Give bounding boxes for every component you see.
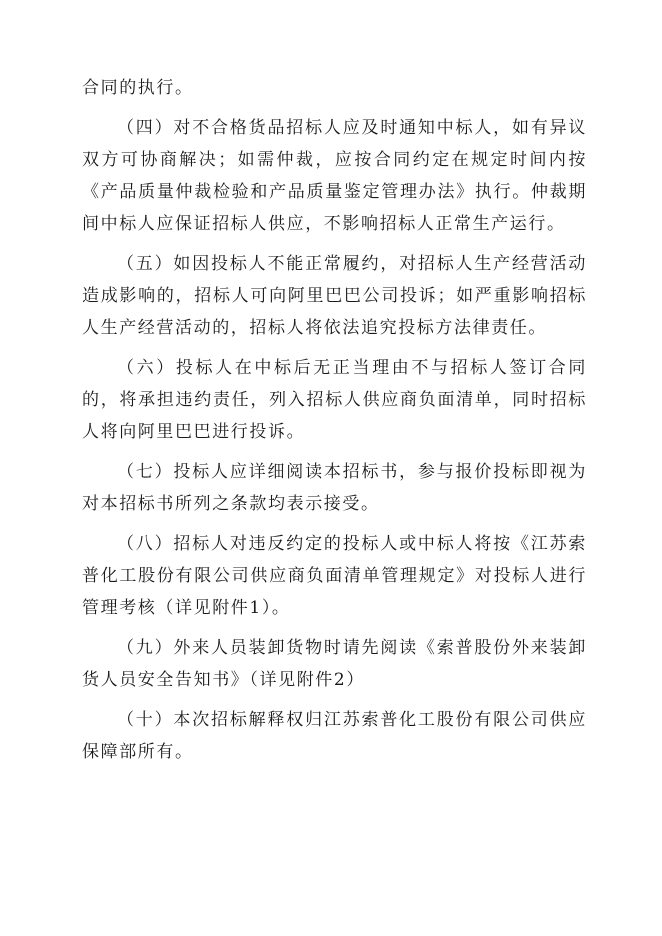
paragraph-clause-9: （九）外来人员装卸货物时请先阅读《索普股份外来装卸货人员安全告知书》（详见附件2）	[82, 638, 587, 690]
paragraph-clause-4: （四）对不合格货品招标人应及时通知中标人，如有异议双方可协商解决；如需仲裁，应按合同约定在规定时间内按《产品质量仲裁检验和产品质量鉴定管理办法》执行。仲裁期间中标人应保证招标人供应，不影响招标人正常生产运行。	[82, 118, 587, 234]
paragraph-continuation: 合同的执行。	[82, 78, 194, 98]
paragraph-clause-6: （六）投标人在中标后无正当理由不与招标人签订合同的，将承担违约责任，列入招标人供应商负面清单，同时招标人将向阿里巴巴进行投诉。	[82, 358, 587, 442]
paragraph-clause-10: （十）本次招标解释权归江苏索普化工股份有限公司供应保障部所有。	[82, 710, 587, 762]
paragraph-clause-5: （五）如因投标人不能正常履约，对招标人生产经营活动造成影响的，招标人可向阿里巴巴公司投诉；如严重影响招标人生产经营活动的，招标人将依法追究投标方法律责任。	[82, 254, 587, 338]
paragraph-clause-7: （七）投标人应详细阅读本招标书，参与报价投标即视为对本招标书所列之条款均表示接受。	[82, 462, 587, 514]
document-body	[82, 72, 587, 776]
paragraph-clause-8: （八）招标人对违反约定的投标人或中标人将按《江苏索普化工股份有限公司供应商负面清单管理规定》对投标人进行管理考核（详见附件1）。	[82, 534, 587, 618]
